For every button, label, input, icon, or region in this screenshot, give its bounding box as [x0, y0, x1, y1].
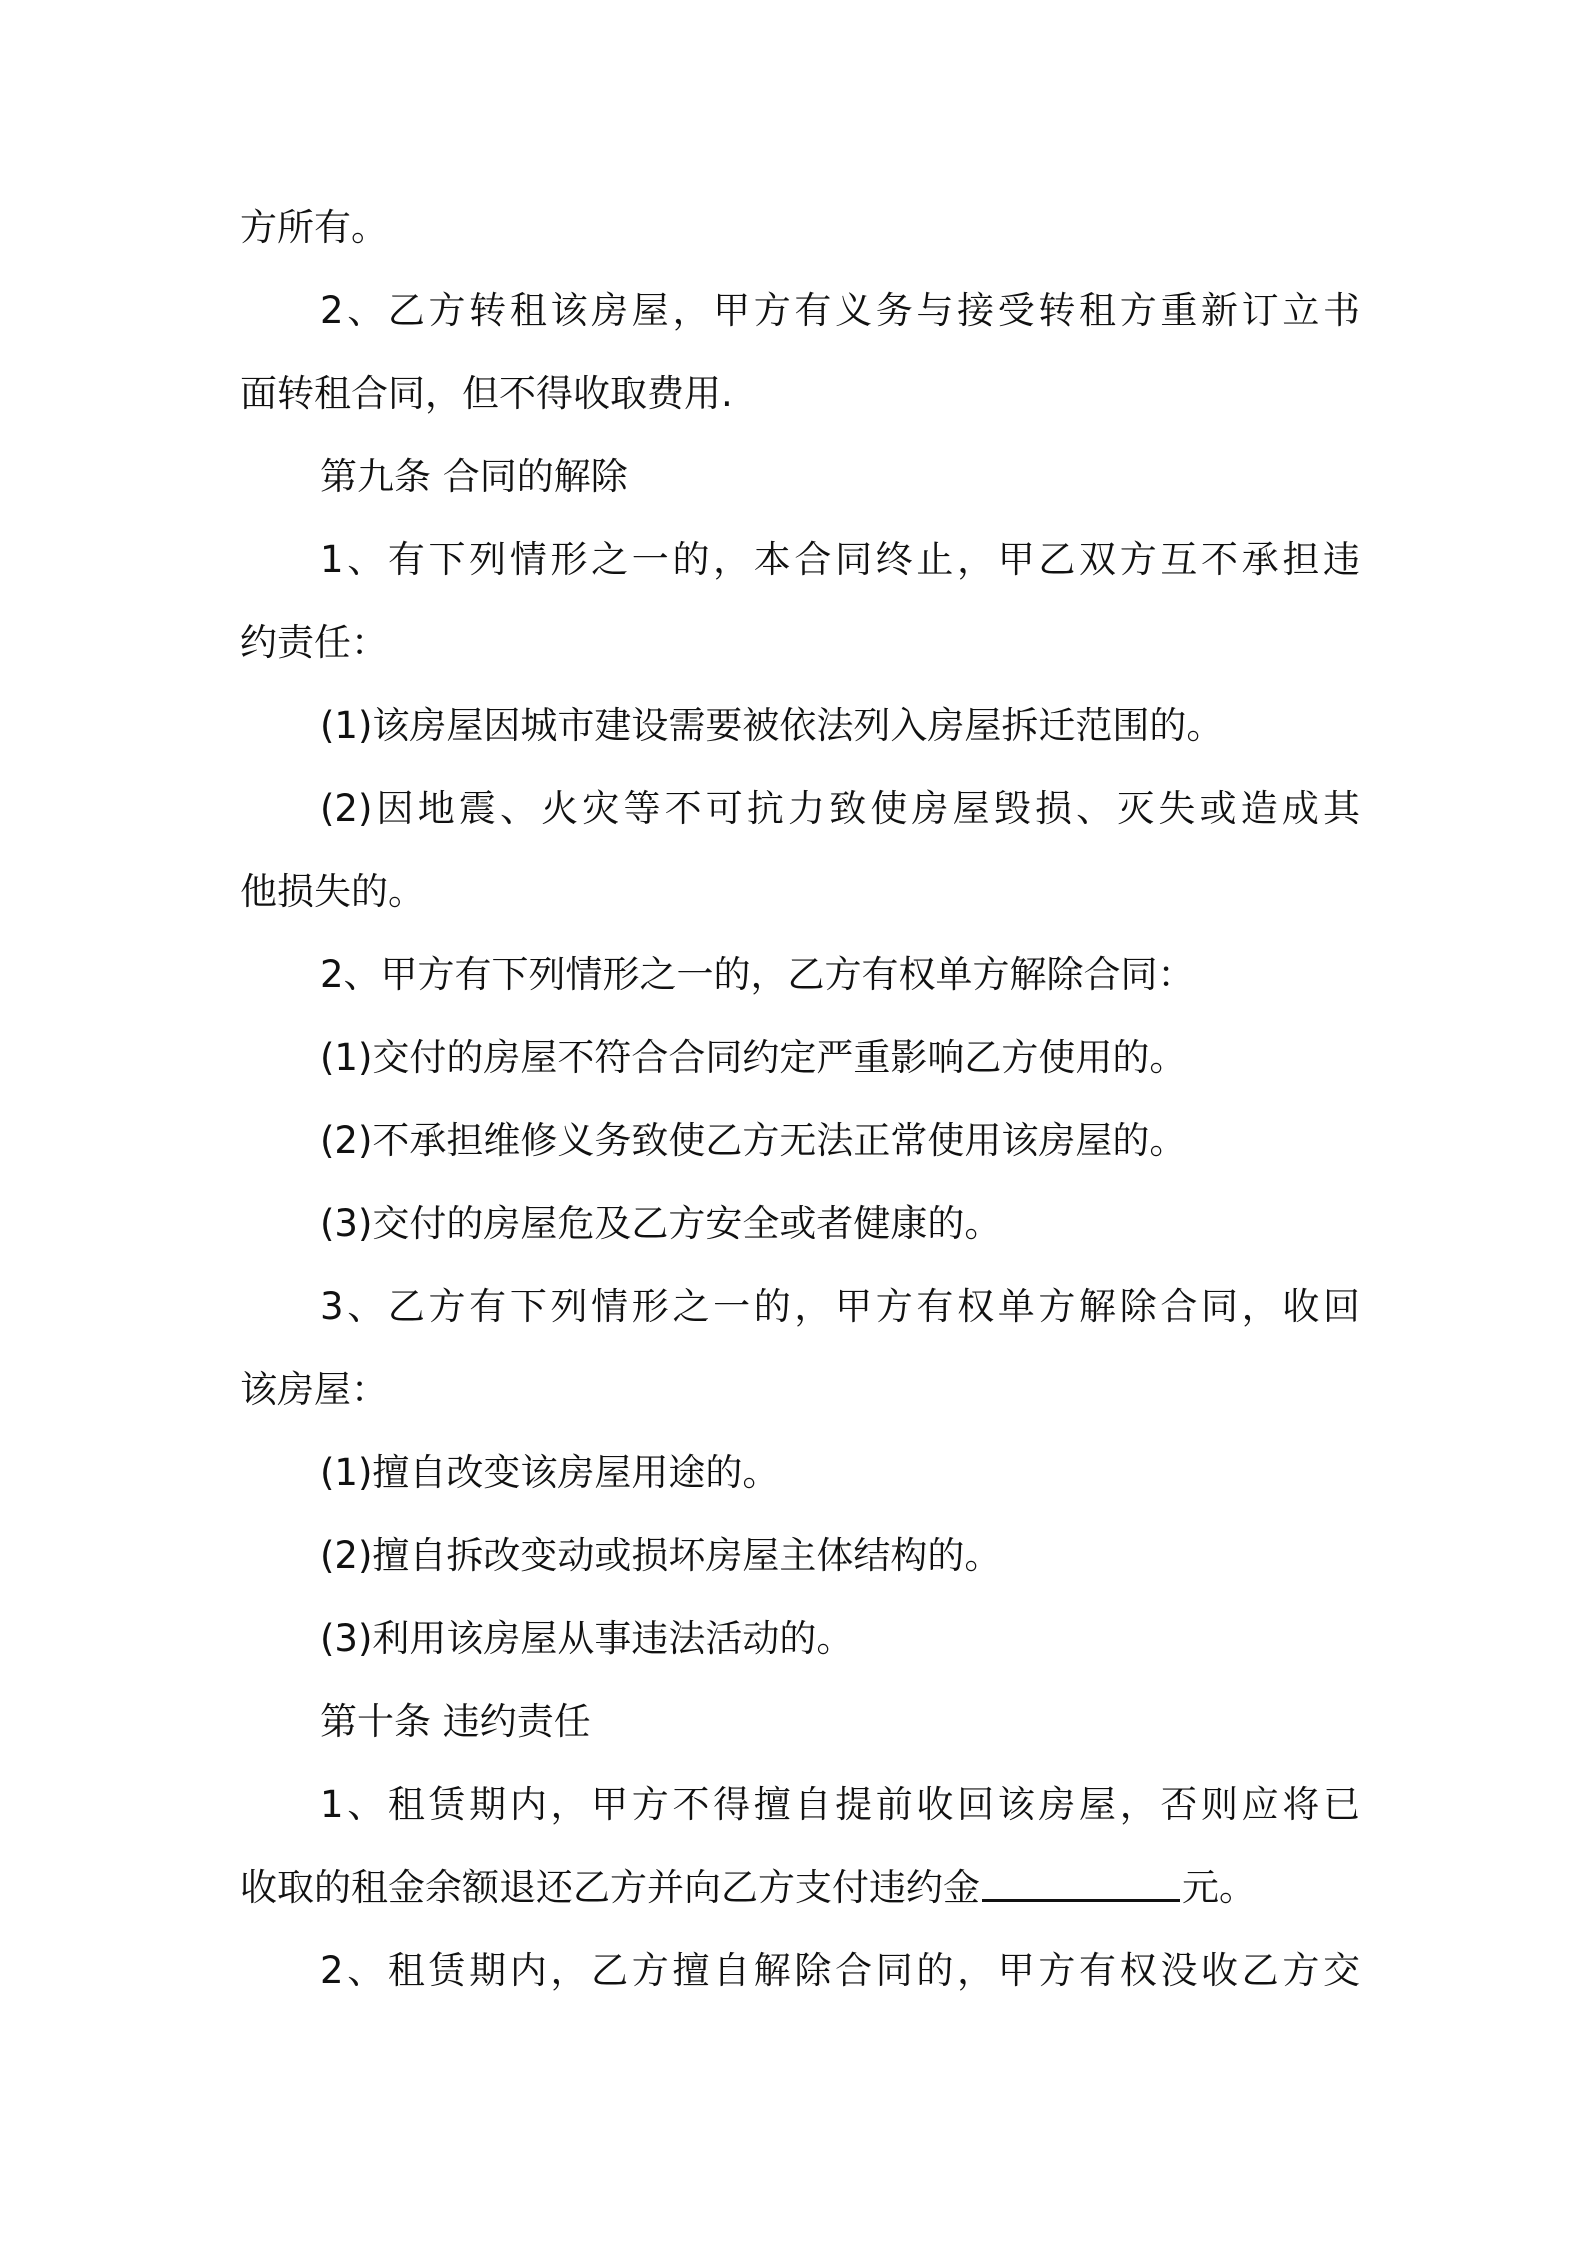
paragraph-line: (3)交付的房屋危及乙方安全或者健康的。 — [320, 1202, 1002, 1245]
section-heading: 第十条 违约责任 — [320, 1700, 591, 1743]
paragraph-line: (2)因地震、火灾等不可抗力致使房屋毁损、灭失或造成其 — [320, 787, 1360, 830]
paragraph-line: 2、甲方有下列情形之一的，乙方有权单方解除合同： — [320, 953, 1195, 996]
paragraph-line: 方所有。 — [240, 206, 388, 249]
paragraph-line: (1)交付的房屋不符合合同约定严重影响乙方使用的。 — [320, 1036, 1187, 1079]
paragraph-line: (1)该房屋因城市建设需要被依法列入房屋拆迁范围的。 — [320, 704, 1224, 747]
paragraph-line: (3)利用该房屋从事违法活动的。 — [320, 1617, 854, 1660]
paragraph-line: 2、乙方转租该房屋，甲方有义务与接受转租方重新订立书 — [320, 289, 1360, 332]
paragraph-line: 约责任： — [240, 621, 388, 664]
fill-in-blank — [982, 1865, 1180, 1902]
paragraph-text: 收取的租金余额退还乙方并向乙方支付违约金 — [240, 1866, 980, 1909]
paragraph-line: 1、租赁期内，甲方不得擅自提前收回该房屋，否则应将已 — [320, 1783, 1360, 1826]
section-heading: 第九条 合同的解除 — [320, 455, 628, 498]
paragraph-line: (2)擅自拆改变动或损坏房屋主体结构的。 — [320, 1534, 1002, 1577]
paragraph-line: 2、租赁期内，乙方擅自解除合同的，甲方有权没收乙方交 — [320, 1949, 1360, 1992]
paragraph-line-with-blank — [240, 1863, 1360, 1913]
paragraph-text: 元。 — [1182, 1866, 1256, 1909]
paragraph-line: 面转租合同，但不得收取费用. — [240, 372, 733, 415]
paragraph-line: 1、有下列情形之一的，本合同终止，甲乙双方互不承担违 — [320, 538, 1360, 581]
paragraph-line: 该房屋： — [240, 1368, 388, 1411]
paragraph-line: (1)擅自改变该房屋用途的。 — [320, 1451, 780, 1494]
paragraph-line: (2)不承担维修义务致使乙方无法正常使用该房屋的。 — [320, 1119, 1187, 1162]
paragraph-line: 3、乙方有下列情形之一的，甲方有权单方解除合同，收回 — [320, 1285, 1360, 1328]
paragraph-line: 他损失的。 — [240, 870, 425, 913]
